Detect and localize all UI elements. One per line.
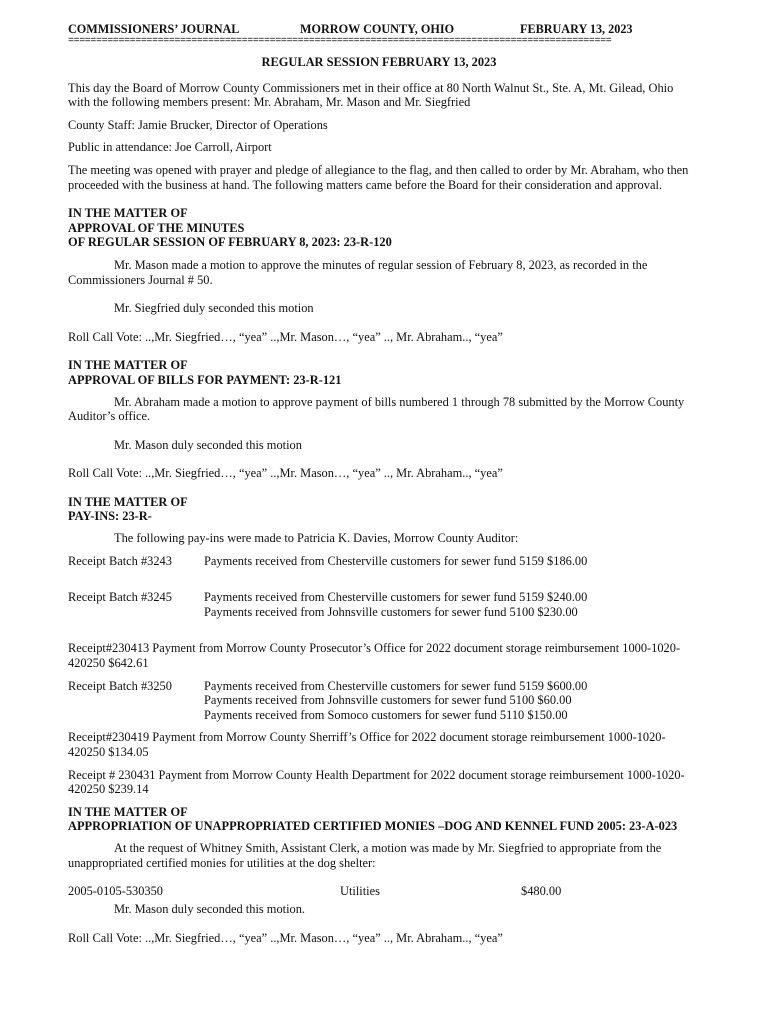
roll-call-vote: Roll Call Vote: ..,Mr. Siegfried…, “yea” ..,Mr. Mason…, “yea” .., Mr. Abraham.., “yea” bbox=[68, 930, 503, 945]
payment-line: Payments received from Chesterville customers for sewer fund 5159 $186.00 bbox=[204, 553, 588, 568]
journal-page bbox=[68, 22, 690, 945]
section-heading: OF REGULAR SESSION OF FEBRUARY 8, 2023: 23-R-120 bbox=[68, 235, 392, 250]
section-heading: APPROPRIATION OF UNAPPROPRIATED CERTIFIED MONIES –DOG AND KENNEL FUND 2005: 23-A-023 bbox=[68, 819, 678, 834]
batch-label: Receipt Batch #3250 bbox=[68, 678, 172, 693]
section-heading: APPROVAL OF THE MINUTES bbox=[68, 220, 245, 235]
section-heading: IN THE MATTER OF bbox=[68, 358, 188, 373]
receipt-batch bbox=[68, 679, 690, 723]
receipt-batch bbox=[68, 554, 690, 569]
roll-call-vote: Roll Call Vote: ..,Mr. Siegfried…, “yea” ..,Mr. Mason…, “yea” .., Mr. Abraham.., “yea” bbox=[68, 329, 503, 344]
section-appropriation bbox=[68, 805, 690, 946]
section-heading: PAY-INS: 23-R- bbox=[68, 509, 152, 524]
payment-line: Payments received from Johnsville customers for sewer fund 5100 $230.00 bbox=[204, 604, 578, 619]
session-title: REGULAR SESSION FEBRUARY 13, 2023 bbox=[261, 55, 497, 69]
batch-label: Receipt Batch #3245 bbox=[68, 590, 172, 605]
page-header bbox=[68, 22, 690, 38]
motion-text: Mr. Mason made a motion to approve the minutes of regular session of February 8, 2023, as recorded in the Commissioners Journal # 50. bbox=[68, 257, 648, 287]
appropriation-amount: $480.00 bbox=[521, 884, 562, 899]
journal-name: COMMISSIONERS’ JOURNAL bbox=[68, 22, 240, 36]
opening-paragraph: The meeting was opened with prayer and pledge of allegiance to the flag, and then called to order by Mr. Abraham, who then proceeded with the business at hand. The following matters came before the Board for their consideration and approval. bbox=[68, 162, 689, 192]
county-name: MORROW COUNTY, OHIO bbox=[300, 22, 455, 36]
section-heading: APPROVAL OF BILLS FOR PAYMENT: 23-R-121 bbox=[68, 372, 342, 387]
public-attendance: Public in attendance: Joe Carroll, Airport bbox=[68, 140, 272, 155]
section-bills bbox=[68, 358, 690, 481]
roll-call-vote: Roll Call Vote: ..,Mr. Siegfried…, “yea” ..,Mr. Mason…, “yea” .., Mr. Abraham.., “yea” bbox=[68, 466, 503, 481]
receipt-batch bbox=[68, 590, 690, 619]
payment-line: Payments received from Somoco customers for sewer fund 5110 $150.00 bbox=[204, 707, 568, 722]
section-heading: IN THE MATTER OF bbox=[68, 206, 188, 221]
motion-text: Mr. Abraham made a motion to approve payment of bills numbered 1 through 78 submitted by the Morrow County Auditor’s office. bbox=[68, 394, 685, 424]
payment-line: Payments received from Johnsville customers for sewer fund 5100 $60.00 bbox=[204, 693, 572, 708]
payment-line: Payments received from Chesterville customers for sewer fund 5159 $240.00 bbox=[204, 590, 588, 605]
account-number: 2005-0105-530350 bbox=[68, 884, 163, 899]
appropriation-line bbox=[68, 884, 690, 899]
header-rule: ================================================================================================= bbox=[68, 37, 612, 47]
second-text: Mr. Mason duly seconded this motion. bbox=[114, 902, 306, 917]
pay-ins-intro: The following pay-ins were made to Patricia K. Davies, Morrow County Auditor: bbox=[114, 531, 519, 546]
payment-line: Payments received from Chesterville customers for sewer fund 5159 $600.00 bbox=[204, 678, 588, 693]
batch-label: Receipt Batch #3243 bbox=[68, 553, 172, 568]
motion-text: At the request of Whitney Smith, Assistant Clerk, a motion was made by Mr. Siegfried to appropriate from the unappropriated certified monies for utilities at the dog shelter: bbox=[68, 840, 662, 870]
section-pay-ins bbox=[68, 495, 690, 797]
account-description: Utilities bbox=[340, 884, 380, 899]
second-text: Mr. Mason duly seconded this motion bbox=[114, 437, 302, 452]
section-heading: IN THE MATTER OF bbox=[68, 494, 188, 509]
receipt-entry: Receipt#230419 Payment from Morrow County Sherriff’s Office for 2022 document storage reimbursement 1000-1020-420250 $134.05 bbox=[68, 730, 666, 759]
receipt-entry: Receipt # 230431 Payment from Morrow County Health Department for 2022 document storage reimbursement 1000-1020-420250 $239.14 bbox=[68, 767, 685, 797]
intro-paragraph: This day the Board of Morrow County Commissioners met in their office at 80 North Walnut St., Ste. A, Mt. Gilead, Ohio with the following members present: Mr. Abraham, Mr. Mason and Mr. Siegfried bbox=[68, 80, 674, 110]
receipt-entry: Receipt#230413 Payment from Morrow County Prosecutor’s Office for 2022 document storage reimbursement 1000-1020-420250 $642.61 bbox=[68, 641, 681, 671]
header-date: FEBRUARY 13, 2023 bbox=[520, 22, 633, 36]
section-heading: IN THE MATTER OF bbox=[68, 804, 188, 819]
second-text: Mr. Siegfried duly seconded this motion bbox=[114, 301, 314, 316]
section-minutes bbox=[68, 206, 690, 344]
county-staff: County Staff: Jamie Brucker, Director of Operations bbox=[68, 117, 328, 132]
